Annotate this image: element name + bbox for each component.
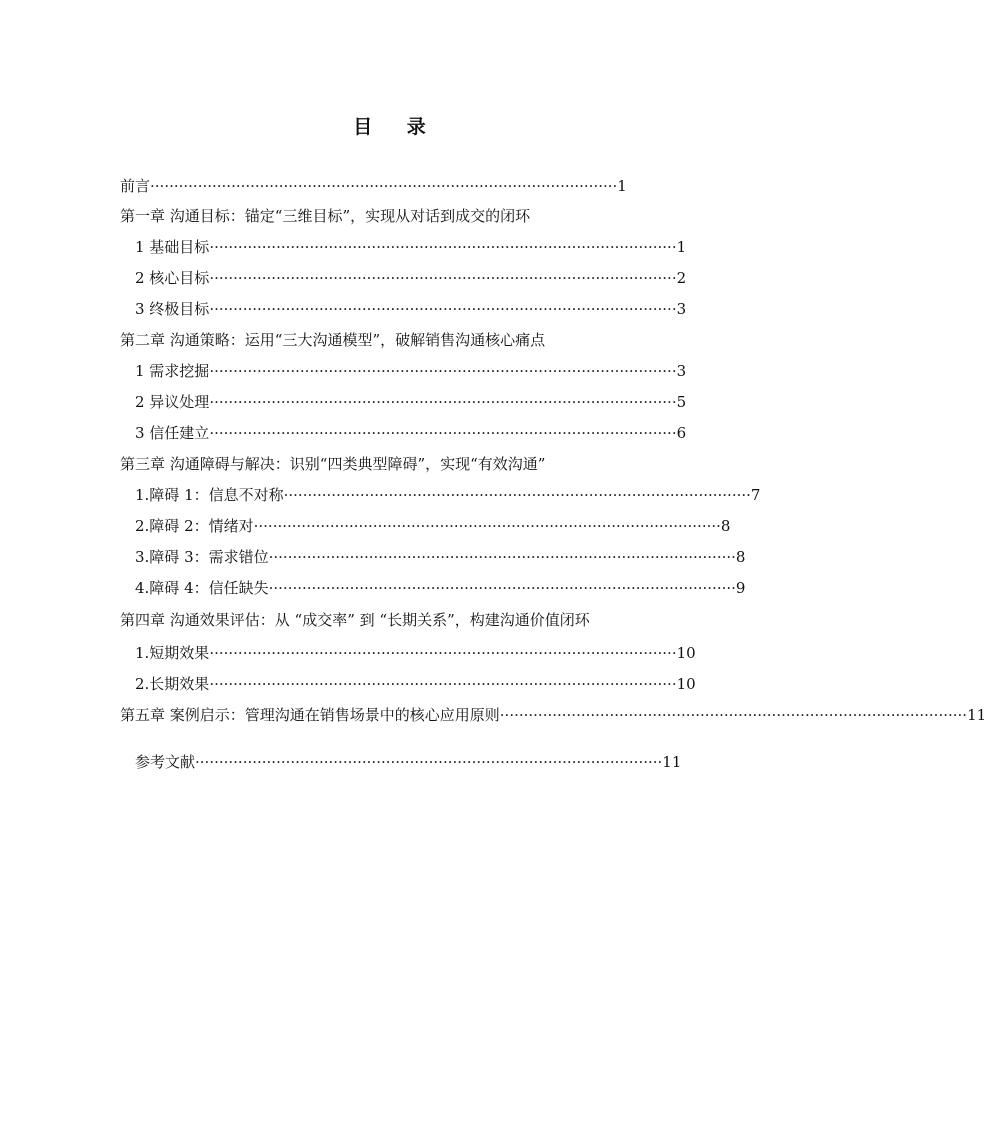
page-title: 目 录 [353,116,440,138]
toc-entry-label: 1.短期效果 [135,644,210,662]
toc-chapter-5[interactable] [120,704,986,726]
toc-chapter-2[interactable]: 第二章 沟通策略：运用“三大沟通模型”，破解销售沟通核心痛点 [120,331,546,349]
toc-entry-label: 前言 [120,177,151,195]
toc-entry-1-2[interactable] [135,267,687,289]
toc-entry-4-2[interactable] [135,673,696,695]
toc-leader-dots: ·································································································· [283,486,751,504]
toc-leader-dots: ·································································································· [195,753,663,771]
toc-entry-label: 2 异议处理 [135,393,210,411]
toc-entry-2-3[interactable] [135,422,687,444]
toc-entry-page: 8 [720,517,731,535]
toc-entry-3-2[interactable] [135,515,731,537]
toc-entry-page: 3 [676,362,687,380]
toc-entry-preface[interactable] [120,175,627,197]
toc-entry-page: 1 [617,177,627,195]
toc-entry-page: 1 [676,238,687,256]
toc-entry-page: 9 [735,579,746,597]
toc-leader-dots: ·································································································· [209,362,677,380]
toc-entry-page: 5 [676,393,687,411]
toc-entry-page: 10 [676,644,696,662]
toc-chapter-3[interactable]: 第三章 沟通障碍与解决：识别“四类典型障碍”，实现“有效沟通” [120,455,546,473]
toc-chapter-1[interactable]: 第一章 沟通目标：锚定“三维目标”，实现从对话到成交的闭环 [120,207,531,225]
toc-leader-dots: ·································································································· [499,706,968,724]
toc-entry-page: 11 [662,753,682,771]
toc-leader-dots: ·································································································· [150,177,618,195]
toc-entry-2-1[interactable] [135,360,687,382]
toc-entry-page: 3 [676,300,687,318]
toc-leader-dots: ·································································································· [268,579,736,597]
toc-leader-dots: ·································································································· [209,675,677,693]
toc-leader-dots: ·································································································· [209,424,677,442]
toc-leader-dots: ·································································································· [209,238,677,256]
toc-entry-page: 2 [676,269,687,287]
toc-leader-dots: ·································································································· [209,300,677,318]
toc-entry-page: 11 [967,706,986,724]
toc-entry-label: 4.障碍 4：信任缺失 [135,579,269,597]
toc-entry-page: 8 [735,548,746,566]
toc-entry-2-2[interactable] [135,391,687,413]
toc-entry-3-4[interactable] [135,577,746,599]
toc-entry-page: 6 [676,424,687,442]
toc-chapter-4[interactable]: 第四章 沟通效果评估：从 “成交率” 到 “长期关系”，构建沟通价值闭环 [120,611,590,629]
toc-entry-label: 3 信任建立 [135,424,210,442]
toc-leader-dots: ·································································································· [209,644,677,662]
toc-entry-1-1[interactable] [135,236,687,258]
toc-entry-label: 1 基础目标 [135,238,210,256]
toc-entry-label: 1 需求挖掘 [135,362,210,380]
toc-entry-3-3[interactable] [135,546,746,568]
toc-leader-dots: ·································································································· [209,269,677,287]
toc-entry-label: 2 核心目标 [135,269,210,287]
toc-entry-page: 10 [676,675,696,693]
toc-leader-dots: ·································································································· [253,517,721,535]
toc-entry-page: 7 [750,486,761,504]
toc-entry-4-1[interactable] [135,642,696,664]
toc-entry-1-3[interactable] [135,298,687,320]
toc-leader-dots: ·································································································· [268,548,736,566]
toc-entry-label: 第五章 案例启示：管理沟通在销售场景中的核心应用原则 [120,706,500,724]
toc-entry-references[interactable] [135,751,682,773]
toc-leader-dots: ·································································································· [209,393,677,411]
toc-entry-label: 3 终极目标 [135,300,210,318]
toc-entry-label: 1.障碍 1：信息不对称 [135,486,284,504]
toc-entry-label: 2.长期效果 [135,675,210,693]
toc-entry-label: 3.障碍 3：需求错位 [135,548,269,566]
toc-entry-3-1[interactable] [135,484,761,506]
toc-entry-label: 2.障碍 2：情绪对 [135,517,254,535]
toc-entry-label: 参考文献 [135,753,196,771]
